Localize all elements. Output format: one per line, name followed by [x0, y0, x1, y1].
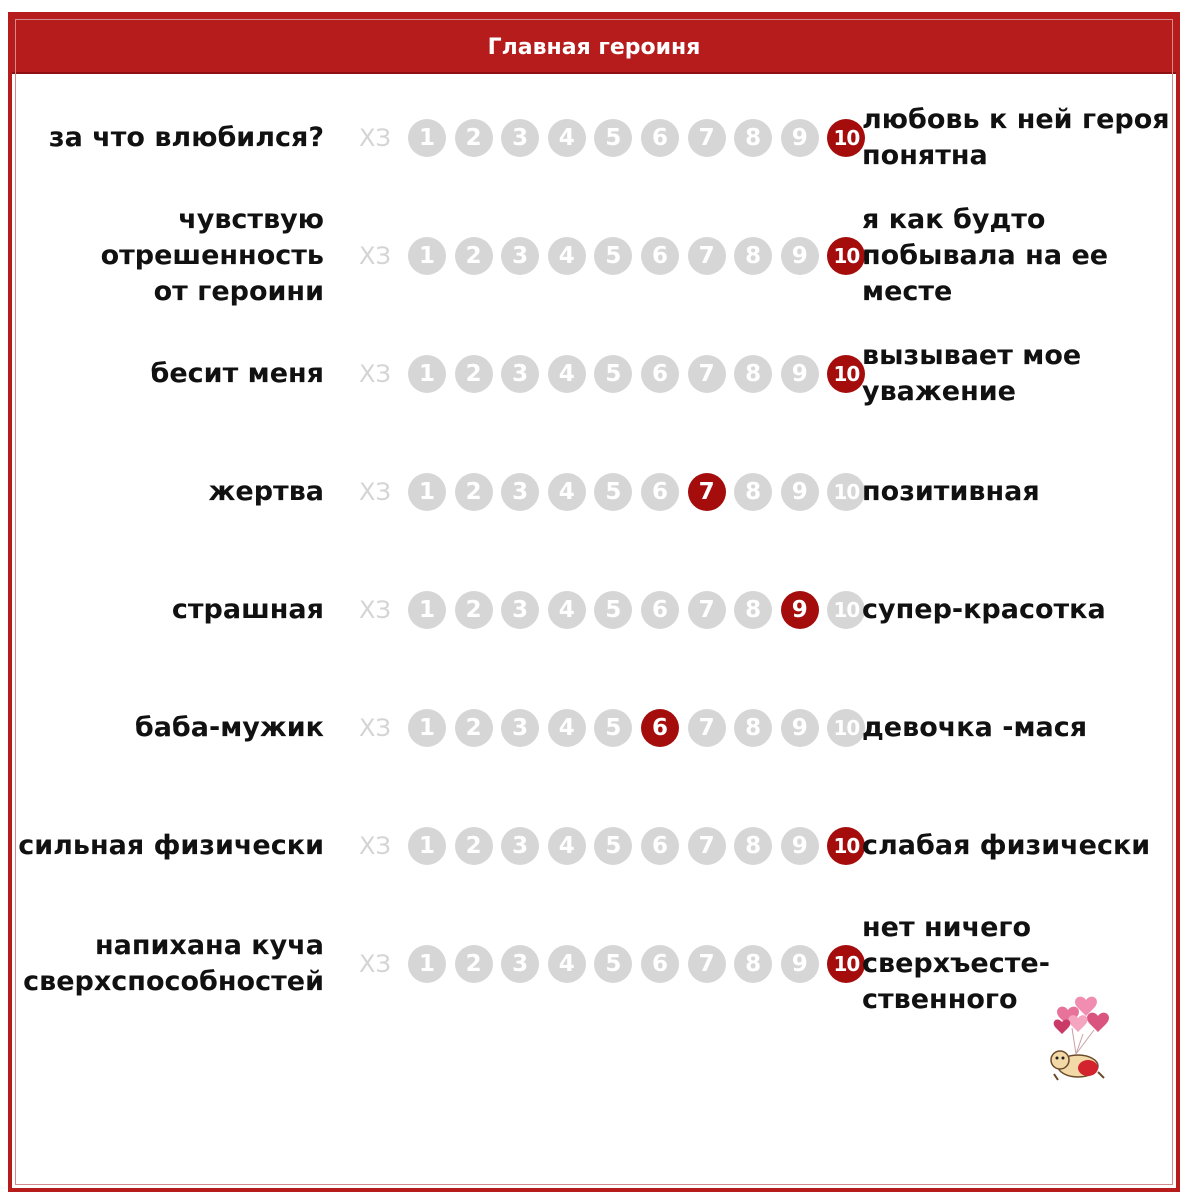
scale-option-1[interactable]: 1: [408, 827, 446, 865]
dont-know-option[interactable]: ХЗ: [359, 360, 391, 388]
scale-option-5[interactable]: 5: [594, 355, 632, 393]
right-label-text: девочка -мася: [862, 712, 1088, 743]
right-label-text: нет ничего сверхъесте- ственного: [862, 912, 1050, 1015]
scale-option-7[interactable]: 7: [688, 355, 726, 393]
scale-option-3[interactable]: 3: [501, 827, 539, 865]
scale-option-6[interactable]: 6: [641, 119, 679, 157]
left-label-text: бесит меня: [150, 358, 324, 389]
scale-option-8[interactable]: 8: [734, 591, 772, 629]
scale-option-1[interactable]: 1: [408, 709, 446, 747]
scale-option-3[interactable]: 3: [501, 709, 539, 747]
scale-option-3[interactable]: 3: [501, 591, 539, 629]
right-label-text: я как будто побывала на ее месте: [862, 204, 1109, 307]
scale-option-6[interactable]: 6: [641, 355, 679, 393]
scale-option-3[interactable]: 3: [501, 119, 539, 157]
scale-option-10[interactable]: 10: [827, 473, 865, 511]
scale-option-7[interactable]: 7: [688, 945, 726, 983]
scale-option-7[interactable]: 7: [688, 237, 726, 275]
scale-option-4[interactable]: 4: [548, 709, 586, 747]
scale-option-10[interactable]: 10: [827, 709, 865, 747]
scale-option-5[interactable]: 5: [594, 709, 632, 747]
scale-option-6[interactable]: 6: [641, 945, 679, 983]
scale-option-2[interactable]: 2: [455, 591, 493, 629]
scale-option-5[interactable]: 5: [594, 591, 632, 629]
scale-option-6[interactable]: 6: [641, 473, 679, 511]
scale-option-7[interactable]: 7: [688, 473, 726, 511]
scale-option-5[interactable]: 5: [594, 119, 632, 157]
dont-know-option[interactable]: ХЗ: [359, 124, 391, 152]
rating-row: [12, 201, 1176, 311]
right-label: [862, 437, 1180, 547]
scale-option-1[interactable]: 1: [408, 237, 446, 275]
right-label-text: любовь к ней героя понятна: [862, 104, 1170, 171]
scale-option-1[interactable]: 1: [408, 119, 446, 157]
scale-option-3[interactable]: 3: [501, 355, 539, 393]
heart-balloons-dog-icon: [1038, 988, 1128, 1092]
right-label-text: слабая физически: [862, 830, 1151, 861]
left-label: [0, 909, 324, 1019]
scale-option-1[interactable]: 1: [408, 473, 446, 511]
scale-option-9[interactable]: 9: [781, 827, 819, 865]
left-label-text: страшная: [171, 594, 324, 625]
scale-option-4[interactable]: 4: [548, 827, 586, 865]
scale-option-2[interactable]: 2: [455, 945, 493, 983]
left-label-text: сильная физически: [18, 830, 324, 861]
scale-option-7[interactable]: 7: [688, 827, 726, 865]
scale-option-10[interactable]: 10: [827, 827, 865, 865]
left-label-text: баба-мужик: [134, 712, 324, 743]
scale-option-9[interactable]: 9: [781, 591, 819, 629]
scale-option-5[interactable]: 5: [594, 827, 632, 865]
scale-option-10[interactable]: 10: [827, 591, 865, 629]
scale-option-9[interactable]: 9: [781, 709, 819, 747]
left-label-text: напихана куча сверхспособностей: [23, 930, 324, 997]
scale-option-9[interactable]: 9: [781, 945, 819, 983]
scale-option-8[interactable]: 8: [734, 119, 772, 157]
scale-option-4[interactable]: 4: [548, 119, 586, 157]
scale-option-3[interactable]: 3: [501, 945, 539, 983]
scale-option-5[interactable]: 5: [594, 473, 632, 511]
left-label: [0, 791, 324, 901]
scale-option-1[interactable]: 1: [408, 355, 446, 393]
left-label: [0, 437, 324, 547]
dont-know-option[interactable]: ХЗ: [359, 478, 391, 506]
left-label: [0, 201, 324, 311]
right-label-text: супер-красотка: [862, 594, 1106, 625]
scale-option-7[interactable]: 7: [688, 119, 726, 157]
scale-option-1[interactable]: 1: [408, 945, 446, 983]
scale-option-10[interactable]: 10: [827, 945, 865, 983]
left-label: [0, 83, 324, 193]
left-label: [0, 319, 324, 429]
scale-option-5[interactable]: 5: [594, 237, 632, 275]
right-label: [862, 673, 1180, 783]
scale-option-10[interactable]: 10: [827, 237, 865, 275]
scale-option-2[interactable]: 2: [455, 473, 493, 511]
scale-option-6[interactable]: 6: [641, 237, 679, 275]
scale-option-3[interactable]: 3: [501, 473, 539, 511]
right-label: [862, 909, 1180, 1019]
scale-option-8[interactable]: 8: [734, 473, 772, 511]
right-label-text: вызывает мое уважение: [862, 340, 1082, 407]
scale-option-3[interactable]: 3: [501, 237, 539, 275]
scale-option-6[interactable]: 6: [641, 591, 679, 629]
scale-option-4[interactable]: 4: [548, 355, 586, 393]
scale-option-2[interactable]: 2: [455, 709, 493, 747]
scale-option-9[interactable]: 9: [781, 355, 819, 393]
scale-option-10[interactable]: 10: [827, 355, 865, 393]
scale-option-2[interactable]: 2: [455, 827, 493, 865]
page-title: Главная героиня: [12, 16, 1176, 74]
rating-row: [12, 437, 1176, 547]
right-label: [862, 555, 1180, 665]
scale-option-4[interactable]: 4: [548, 591, 586, 629]
scale-option-2[interactable]: 2: [455, 237, 493, 275]
survey-card: [8, 12, 1180, 1192]
right-label: [862, 201, 1180, 311]
left-label-text: за что влюбился?: [48, 122, 324, 153]
scale-option-7[interactable]: 7: [688, 709, 726, 747]
dont-know-option[interactable]: ХЗ: [359, 832, 391, 860]
right-label: [862, 83, 1180, 193]
dont-know-option[interactable]: ХЗ: [359, 242, 391, 270]
right-label: [862, 319, 1180, 429]
scale-option-8[interactable]: 8: [734, 709, 772, 747]
dont-know-option[interactable]: ХЗ: [359, 950, 391, 978]
left-label-text: чувствую отрешенность от героини: [100, 204, 324, 307]
rating-row: [12, 319, 1176, 429]
scale-option-7[interactable]: 7: [688, 591, 726, 629]
scale-option-8[interactable]: 8: [734, 355, 772, 393]
scale-option-6[interactable]: 6: [641, 827, 679, 865]
scale-option-9[interactable]: 9: [781, 473, 819, 511]
left-label: [0, 555, 324, 665]
scale-option-4[interactable]: 4: [548, 237, 586, 275]
scale-option-8[interactable]: 8: [734, 827, 772, 865]
scale-option-1[interactable]: 1: [408, 591, 446, 629]
rating-row: [12, 83, 1176, 193]
rating-row: [12, 555, 1176, 665]
right-label-text: позитивная: [862, 476, 1040, 507]
dont-know-option[interactable]: ХЗ: [359, 596, 391, 624]
scale-option-9[interactable]: 9: [781, 119, 819, 157]
scale-option-10[interactable]: 10: [827, 119, 865, 157]
right-label: [862, 791, 1180, 901]
scale-option-8[interactable]: 8: [734, 237, 772, 275]
rating-row: [12, 909, 1176, 1019]
scale-option-9[interactable]: 9: [781, 237, 819, 275]
scale-option-4[interactable]: 4: [548, 473, 586, 511]
scale-option-4[interactable]: 4: [548, 945, 586, 983]
scale-option-2[interactable]: 2: [455, 355, 493, 393]
scale-option-6[interactable]: 6: [641, 709, 679, 747]
scale-option-5[interactable]: 5: [594, 945, 632, 983]
scale-option-8[interactable]: 8: [734, 945, 772, 983]
dont-know-option[interactable]: ХЗ: [359, 714, 391, 742]
scale-option-2[interactable]: 2: [455, 119, 493, 157]
left-label: [0, 673, 324, 783]
left-label-text: жертва: [208, 476, 324, 507]
rating-row: [12, 673, 1176, 783]
rating-row: [12, 791, 1176, 901]
